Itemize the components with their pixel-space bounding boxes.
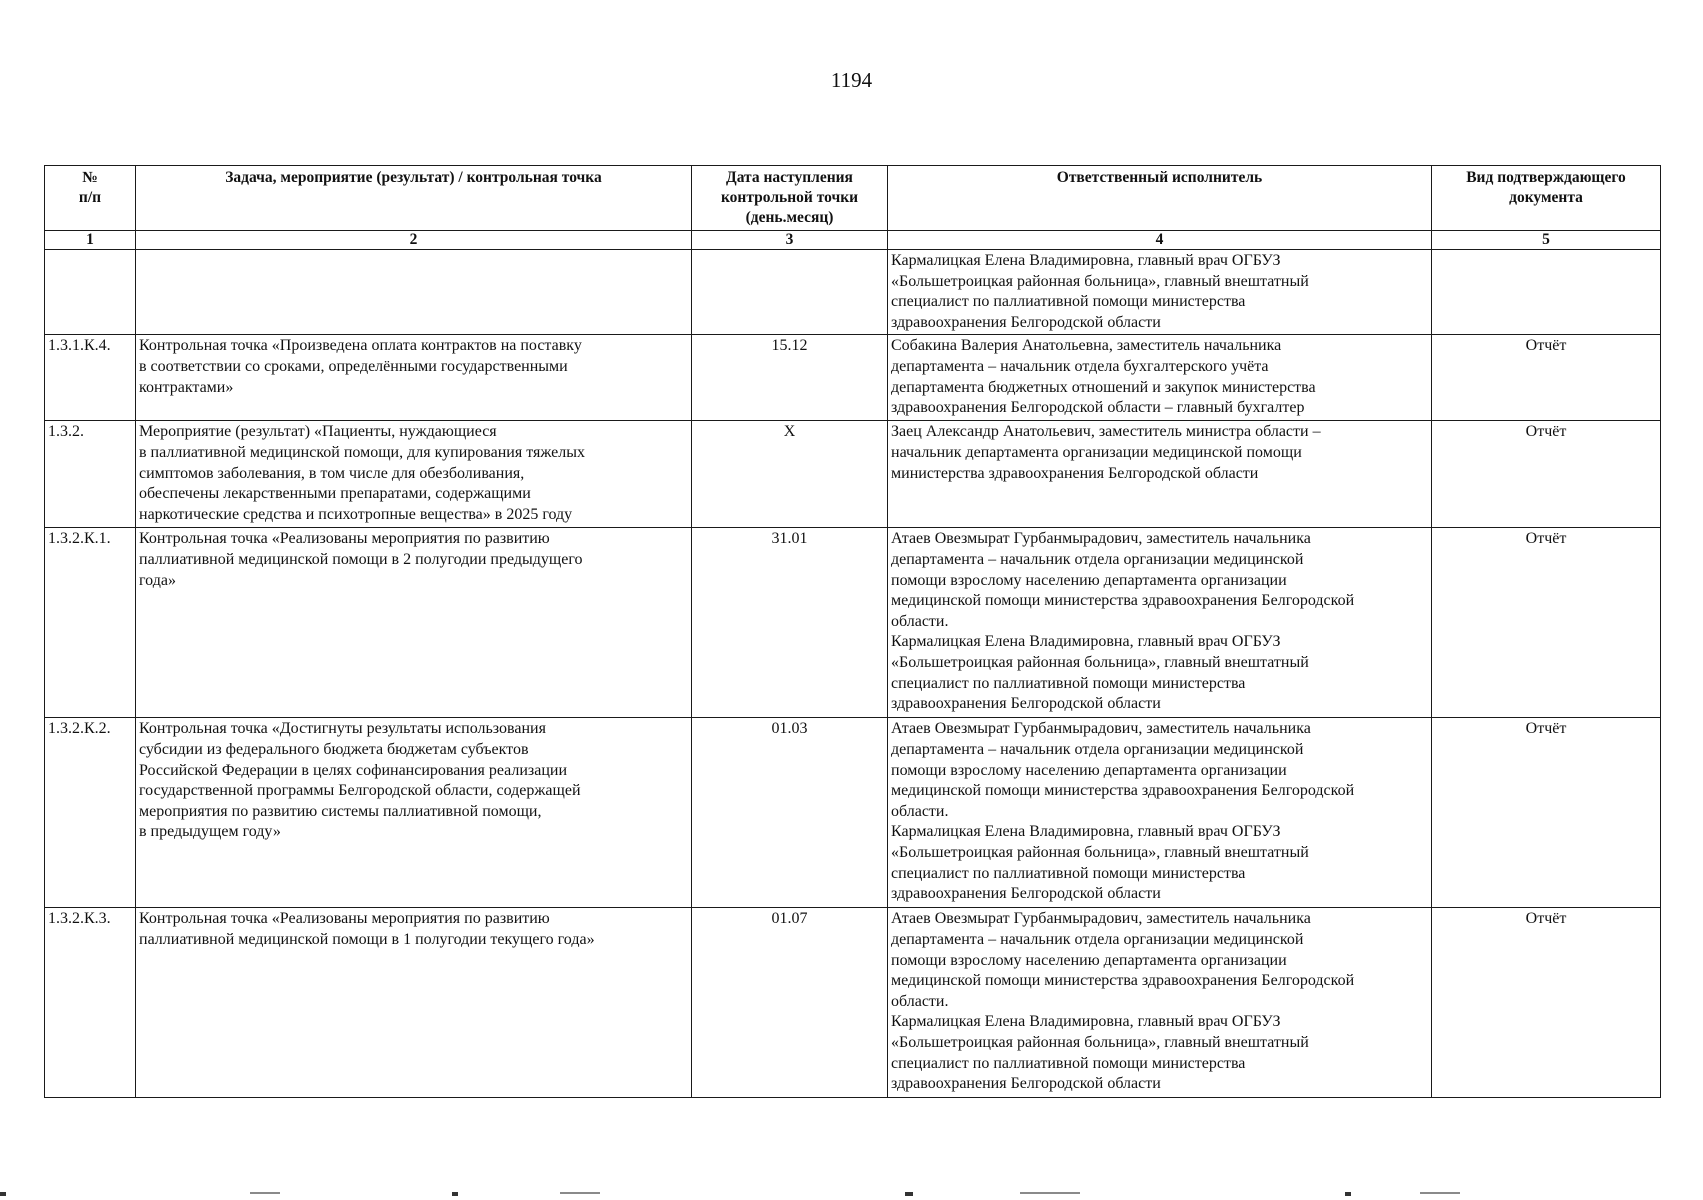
row-task (136, 250, 692, 335)
row-task: Контрольная точка «Достигнуты результаты использования субсидии из федерального бюджета бюджетам субъектов Российской Федерации в целях софинансирования реализации государственной программы Белгородской области, содержащей мероприятия по развитию системы паллиативной помощи, в предыдущем году» (136, 718, 692, 908)
row-number: 1.3.2.К.3. (45, 908, 136, 1098)
scan-speck (905, 1192, 913, 1196)
header-row (45, 166, 1661, 231)
column-number-row (45, 231, 1661, 250)
header-document-type: Вид подтверждающего документа (1432, 166, 1661, 231)
header-responsible: Ответственный исполнитель (888, 166, 1432, 231)
scan-speck (1020, 1192, 1080, 1194)
header-date: Дата наступления контрольной точки (день.месяц) (692, 166, 888, 231)
table-header (45, 166, 1661, 250)
row-task: Контрольная точка «Реализованы мероприятия по развитию паллиативной медицинской помощи в 1 полугодии текущего года» (136, 908, 692, 1098)
scan-speck (0, 1192, 6, 1196)
row-date: 01.07 (692, 908, 888, 1098)
table-row (45, 421, 1661, 528)
row-responsible: Атаев Овезмырат Гурбанмырадович, заместитель начальника департамента – начальник отдела организации медицинской помощи взрослому населению департамента организации медицинской помощи министерства здравоохранения Белгородской области. Кармалицкая Елена Владимировна, главный врач ОГБУЗ «Большетроицкая районная больница», главный внештатный специалист по паллиативной помощи министерства здравоохранения Белгородской области (888, 718, 1432, 908)
row-task: Контрольная точка «Произведена оплата контрактов на поставку в соответствии со сроками, определёнными государственными контрактами» (136, 335, 692, 421)
row-date: 31.01 (692, 528, 888, 718)
row-date: 15.12 (692, 335, 888, 421)
row-responsible: Атаев Овезмырат Гурбанмырадович, заместитель начальника департамента – начальник отдела организации медицинской помощи взрослому населению департамента организации медицинской помощи министерства здравоохранения Белгородской области. Кармалицкая Елена Владимировна, главный врач ОГБУЗ «Большетроицкая районная больница», главный внештатный специалист по паллиативной помощи министерства здравоохранения Белгородской области (888, 908, 1432, 1098)
column-number: 1 (45, 231, 136, 250)
row-document-type: Отчёт (1432, 908, 1661, 1098)
header-task: Задача, мероприятие (результат) / контрольная точка (136, 166, 692, 231)
row-task: Контрольная точка «Реализованы мероприятия по развитию паллиативной медицинской помощи в 2 полугодии предыдущего года» (136, 528, 692, 718)
row-number: 1.3.2.К.2. (45, 718, 136, 908)
row-responsible: Заец Александр Анатольевич, заместитель министра области – начальник департамента организации медицинской помощи министерства здравоохранения Белгородской области (888, 421, 1432, 528)
row-task: Мероприятие (результат) «Пациенты, нуждающиеся в паллиативной медицинской помощи, для купирования тяжелых симптомов заболевания, в том числе для обезболивания, обеспечены лекарственными препаратами, содержащими наркотические средства и психотропные вещества» в 2025 году (136, 421, 692, 528)
row-document-type (1432, 250, 1661, 335)
column-number: 3 (692, 231, 888, 250)
scan-speck (1345, 1192, 1351, 1196)
table-body (45, 250, 1661, 1098)
row-date: X (692, 421, 888, 528)
row-responsible: Кармалицкая Елена Владимировна, главный врач ОГБУЗ «Большетроицкая районная больница», главный внештатный специалист по паллиативной помощи министерства здравоохранения Белгородской области (888, 250, 1432, 335)
table-row (45, 718, 1661, 908)
scan-speck (560, 1192, 600, 1194)
scan-speck (452, 1192, 458, 1196)
page-number: 1194 (830, 68, 873, 92)
column-number: 2 (136, 231, 692, 250)
row-date (692, 250, 888, 335)
column-number: 5 (1432, 231, 1661, 250)
table-row (45, 250, 1661, 335)
row-responsible: Атаев Овезмырат Гурбанмырадович, заместитель начальника департамента – начальник отдела организации медицинской помощи взрослому населению департамента организации медицинской помощи министерства здравоохранения Белгородской области. Кармалицкая Елена Владимировна, главный врач ОГБУЗ «Большетроицкая районная больница», главный внештатный специалист по паллиативной помощи министерства здравоохранения Белгородской области (888, 528, 1432, 718)
row-responsible: Собакина Валерия Анатольевна, заместитель начальника департамента – начальник отдела бухгалтерского учёта департамента бюджетных отношений и закупок министерства здравоохранения Белгородской области – главный бухгалтер (888, 335, 1432, 421)
row-document-type: Отчёт (1432, 528, 1661, 718)
scan-artifacts (0, 1192, 1703, 1198)
row-number (45, 250, 136, 335)
header-number: № п/п (45, 166, 136, 231)
row-document-type: Отчёт (1432, 335, 1661, 421)
row-number: 1.3.2.К.1. (45, 528, 136, 718)
row-number: 1.3.1.К.4. (45, 335, 136, 421)
table-row (45, 908, 1661, 1098)
scan-speck (1420, 1192, 1460, 1194)
row-date: 01.03 (692, 718, 888, 908)
row-number: 1.3.2. (45, 421, 136, 528)
scan-speck (250, 1192, 280, 1194)
checkpoint-table (44, 165, 1661, 1098)
table-row (45, 335, 1661, 421)
row-document-type: Отчёт (1432, 718, 1661, 908)
table-row (45, 528, 1661, 718)
row-document-type: Отчёт (1432, 421, 1661, 528)
column-number: 4 (888, 231, 1432, 250)
